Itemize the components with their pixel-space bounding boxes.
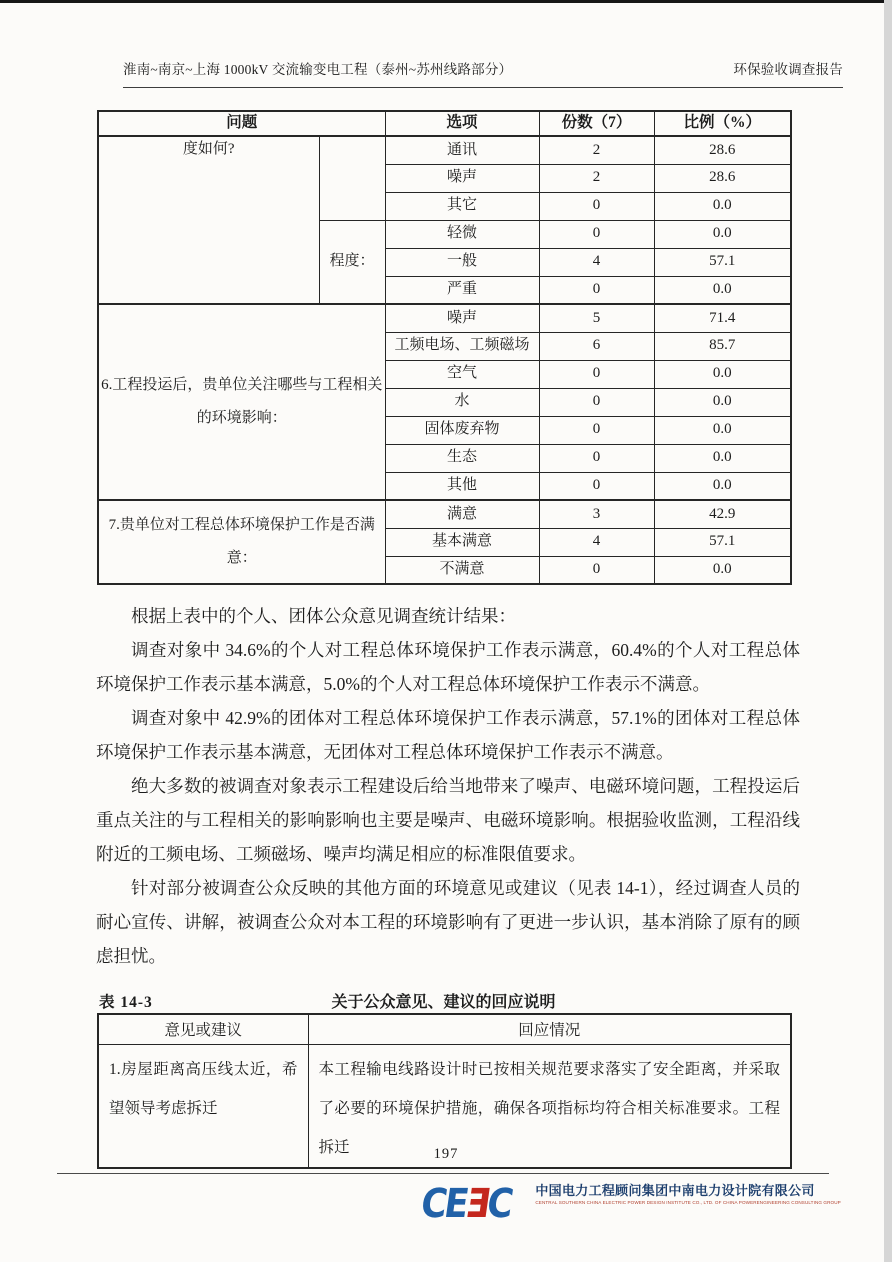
cedc-logo-icon — [418, 1181, 514, 1227]
option-cell: 轻微 — [385, 220, 539, 248]
count-cell: 5 — [539, 304, 654, 332]
option-cell: 通讯 — [385, 136, 539, 164]
count-cell: 0 — [539, 416, 654, 444]
col-header-question: 问题 — [98, 111, 385, 136]
scan-right-edge — [884, 0, 892, 1262]
col-header-percent: 比例（%） — [654, 111, 791, 136]
logo-letter: E — [441, 1181, 470, 1227]
option-cell: 一般 — [385, 248, 539, 276]
header-report-title: 环保验收调查报告 — [733, 62, 843, 77]
percent-cell: 42.9 — [654, 500, 791, 528]
option-cell: 生态 — [385, 444, 539, 472]
col-header-count: 份数（7） — [539, 111, 654, 136]
count-cell: 0 — [539, 276, 654, 304]
percent-cell: 0.0 — [654, 220, 791, 248]
count-cell: 0 — [539, 388, 654, 416]
option-cell: 噪声 — [385, 304, 539, 332]
logo-letter: Ǝ — [462, 1181, 491, 1227]
page-number: 197 — [433, 1146, 459, 1162]
count-cell: 4 — [539, 528, 654, 556]
percent-cell: 0.0 — [654, 192, 791, 220]
percent-cell: 28.6 — [654, 136, 791, 164]
percent-cell: 71.4 — [654, 304, 791, 332]
col-header-suggestion: 意见或建议 — [98, 1014, 308, 1044]
percent-cell: 0.0 — [654, 472, 791, 500]
table-caption-title: 关于公众意见、建议的回应说明 — [331, 994, 556, 1011]
count-cell: 0 — [539, 444, 654, 472]
count-cell: 0 — [539, 556, 654, 584]
percent-cell: 0.0 — [654, 556, 791, 584]
response-header-row — [98, 1014, 791, 1044]
sub-label-cell-degree: 程度： — [319, 220, 385, 304]
table-caption — [97, 988, 790, 1012]
col-header-option: 选项 — [385, 111, 539, 136]
running-header — [123, 58, 843, 88]
suggestion-cell: 1.房屋距离高压线太近，希望领导考虑拆迁 — [98, 1044, 308, 1168]
scan-top-edge — [0, 0, 892, 3]
footer-divider — [57, 1173, 829, 1174]
percent-cell: 57.1 — [654, 528, 791, 556]
response-cell: 本工程输电线路设计时已按相关规范要求落实了安全距离，并采取了必要的环境保护措施，确保各项指标均符合相关标准要求。工程拆迁 — [308, 1044, 791, 1168]
sub-label-cell-empty — [319, 136, 385, 220]
percent-cell: 57.1 — [654, 248, 791, 276]
count-cell: 0 — [539, 220, 654, 248]
table-row — [98, 500, 791, 528]
count-cell: 6 — [539, 332, 654, 360]
paragraph: 根据上表中的个人、团体公众意见调查统计结果： — [131, 606, 516, 626]
percent-cell: 0.0 — [654, 444, 791, 472]
option-cell: 基本满意 — [385, 528, 539, 556]
logo-letter: C — [418, 1181, 448, 1227]
option-cell: 固体废弃物 — [385, 416, 539, 444]
percent-cell: 0.0 — [654, 388, 791, 416]
col-header-response: 回应情况 — [308, 1014, 791, 1044]
table-caption-label: 表 14-3 — [99, 994, 153, 1011]
option-cell: 噪声 — [385, 164, 539, 192]
count-cell: 0 — [539, 360, 654, 388]
count-cell: 0 — [539, 472, 654, 500]
option-cell: 其它 — [385, 192, 539, 220]
company-name-en: CENTRAL SOUTHERN CHINA ELECTRIC POWER DESIGN INSTITUTE CO., LTD. OF CHINA POWERENGINEERING CONSULTING GROUP — [535, 1200, 841, 1205]
question-cell-q7: 7.贵单位对工程总体环境保护工作是否满意： — [98, 500, 385, 584]
count-cell: 0 — [539, 192, 654, 220]
percent-cell: 0.0 — [654, 416, 791, 444]
logo-letter: C — [484, 1181, 514, 1227]
count-cell: 4 — [539, 248, 654, 276]
percent-cell: 0.0 — [654, 276, 791, 304]
option-cell: 工频电场、工频磁场 — [385, 332, 539, 360]
paragraph: 绝大多数的被调查对象表示工程建设后给当地带来了噪声、电磁环境问题，工程投运后重点关注的与工程相关的影响影响也主要是噪声、电磁环境影响。根据验收监测，工程沿线附近的工频电场、工频磁场、噪声均满足相应的标准限值要求。 — [96, 776, 800, 864]
company-logo — [418, 1181, 841, 1227]
paragraph: 针对部分被调查公众反映的其他方面的环境意见或建议（见表 14-1），经过调查人员的耐心宣传、讲解，被调查公众对本工程的环境影响有了更进一步认识，基本消除了原有的顾虑担忧。 — [96, 878, 800, 966]
question-cell-q6: 6.工程投运后，贵单位关注哪些与工程相关的环境影响： — [98, 304, 385, 500]
percent-cell: 0.0 — [654, 360, 791, 388]
company-name-cn: 中国电力工程顾问集团中南电力设计院有限公司 — [535, 1184, 815, 1199]
body-text-block — [96, 599, 800, 973]
survey-results-table — [97, 110, 792, 585]
count-cell: 2 — [539, 136, 654, 164]
option-cell: 水 — [385, 388, 539, 416]
question-cell-continued: 度如何? — [98, 136, 319, 304]
percent-cell: 85.7 — [654, 332, 791, 360]
table-row — [98, 136, 791, 164]
count-cell: 2 — [539, 164, 654, 192]
percent-cell: 28.6 — [654, 164, 791, 192]
company-name-block — [535, 1183, 840, 1206]
table-row — [98, 304, 791, 332]
paragraph: 调查对象中 34.6%的个人对工程总体环境保护工作表示满意，60.4%的个人对工程总体环境保护工作表示基本满意，5.0%的个人对工程总体环境保护工作表示不满意。 — [96, 640, 800, 694]
survey-header-row — [98, 111, 791, 136]
header-project-title: 淮南~南京~上海 1000kV 交流输变电工程（泰州~苏州线路部分） — [123, 62, 513, 77]
count-cell: 3 — [539, 500, 654, 528]
option-cell: 其他 — [385, 472, 539, 500]
option-cell: 不满意 — [385, 556, 539, 584]
option-cell: 空气 — [385, 360, 539, 388]
option-cell: 满意 — [385, 500, 539, 528]
option-cell: 严重 — [385, 276, 539, 304]
paragraph: 调查对象中 42.9%的团体对工程总体环境保护工作表示满意，57.1%的团体对工程总体环境保护工作表示基本满意，无团体对工程总体环境保护工作表示不满意。 — [96, 708, 800, 762]
